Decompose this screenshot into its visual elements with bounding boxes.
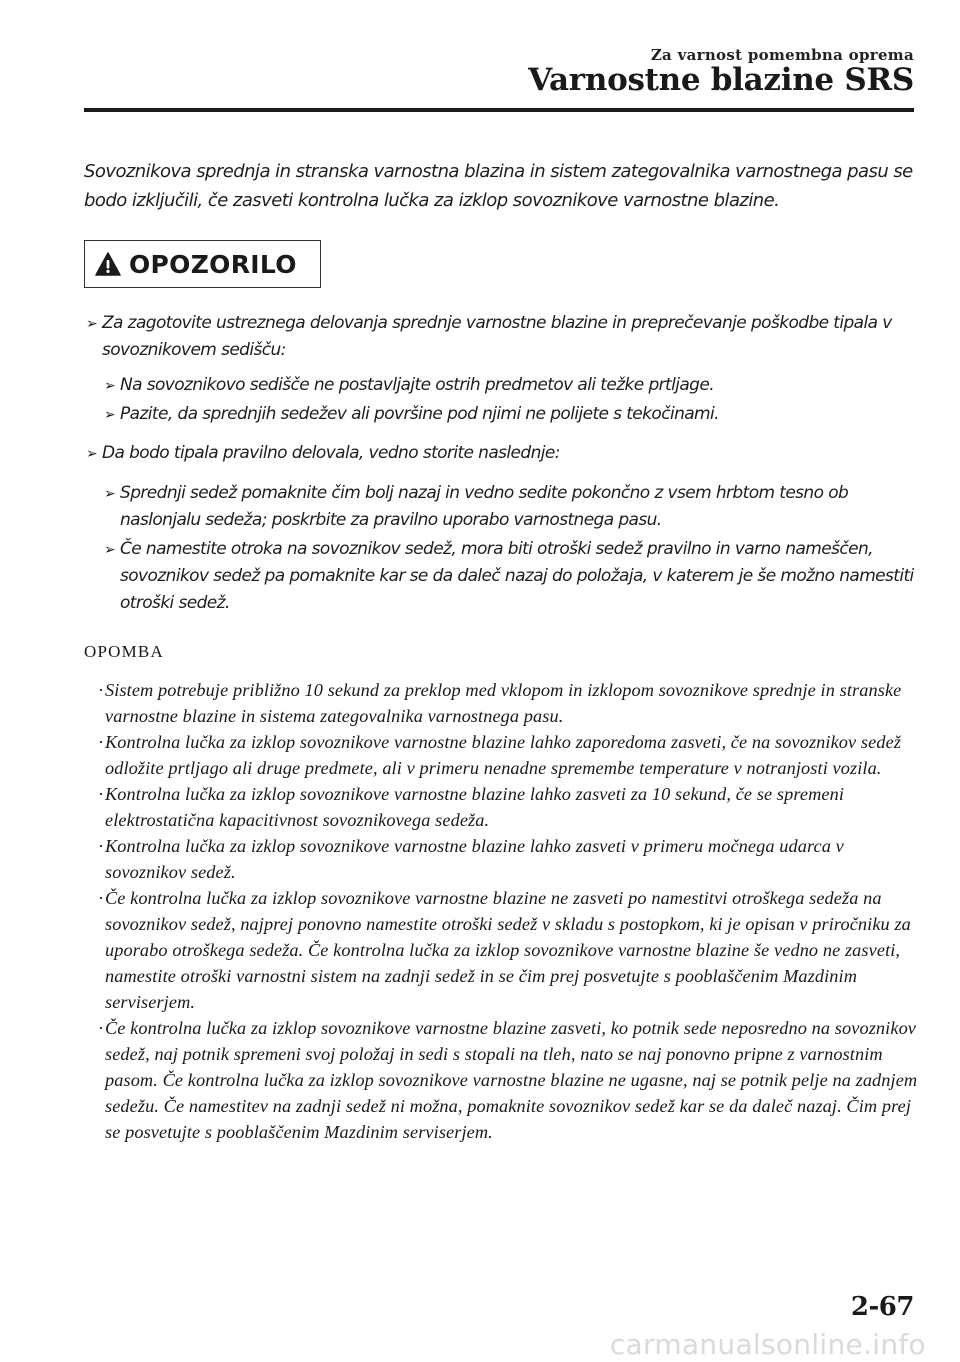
intro-paragraph: Sovoznikova sprednja in stranska varnostna blazina in sistem zategovalnika varnostnega pasu se bodo izključili, če zasveti kontrolna lučka za izklop sovoznikove varnostne blazine. [84, 161, 913, 211]
note-item [84, 1015, 924, 1145]
header-divider [84, 108, 914, 112]
note-item-text: Kontrolna lučka za izklop sovoznikove varnostne blazine lahko zaporedoma zasveti, če na sovoznikov sedež odložite prtljago ali druge predmete, ali v primeru nenadne spremembe temperature v notranjosti vozila. [105, 732, 902, 778]
page-number: 2-67 [850, 1292, 914, 1322]
arrow-bullet-icon: ➢ [86, 316, 98, 332]
note-title: OPOMBA [84, 642, 164, 661]
dot-bullet-icon: · [98, 836, 104, 856]
note-item-text: Kontrolna lučka za izklop sovoznikove varnostne blazine lahko zasveti v primeru močnega udarca v sovoznikov sedež. [105, 836, 844, 882]
dot-bullet-icon: · [98, 888, 104, 908]
note-item [84, 677, 924, 729]
warning-item-text: Da bodo tipala pravilno delovala, vedno storite naslednje: [102, 443, 560, 463]
note-item-text: Če kontrolna lučka za izklop sovoznikove varnostne blazine ne zasveti po namestitvi otroškega sedeža na sovoznikov sedež, najprej ponovno namestite otroški sedež v skladu s postopkom, ki je opisan v priročniku za uporabo otroškega sedeža. Če kontrolna lučka za izklop sovoznikove varnostne blazine še vedno ne zasveti, namestite otroški varnostni sistem na zadnji sedež in se čim prej posvetujte s pooblaščenim Mazdinim serviserjem. [105, 888, 911, 1012]
warning-item [86, 310, 924, 364]
note-item [84, 885, 924, 1015]
section-title: Za varnost pomembna oprema [650, 46, 914, 64]
dot-bullet-icon: · [98, 680, 104, 700]
arrow-bullet-icon: ➢ [104, 378, 116, 394]
note-item-text: Sistem potrebuje približno 10 sekund za preklop med vklopom in izklopom sovoznikove sprednje in stranske varnostne blazine in sistema zategovalnika varnostnega pasu. [105, 680, 902, 726]
note-item [84, 729, 924, 781]
warning-subitem [104, 372, 924, 401]
page-title: Varnostne blazine SRS [528, 62, 914, 98]
arrow-bullet-icon: ➢ [104, 542, 116, 558]
warning-subitem-text: Pazite, da sprednjih sedežev ali površine pod njimi ne polijete s tekočinami. [120, 404, 719, 424]
arrow-bullet-icon: ➢ [104, 486, 116, 502]
warning-title: OPOZORILO [129, 249, 297, 279]
dot-bullet-icon: · [98, 732, 104, 752]
note-list [84, 677, 924, 1145]
warning-subitem-text: Na sovoznikovo sedišče ne postavljajte ostrih predmetov ali težke prtljage. [120, 375, 715, 395]
warning-triangle-icon [95, 252, 121, 276]
note-item-text: Kontrolna lučka za izklop sovoznikove varnostne blazine lahko zasveti za 10 sekund, če se spremeni elektrostatična kapacitivnost sovoznikovega sedeža. [105, 784, 845, 830]
arrow-bullet-icon: ➢ [104, 407, 116, 423]
warning-item-text: Za zagotovite ustreznega delovanja sprednje varnostne blazine in preprečevanje poškodbe tipala v sovoznikovem sedišču: [102, 313, 892, 360]
warning-banner [84, 240, 321, 288]
warning-item [86, 440, 924, 469]
warning-subitem [104, 480, 924, 534]
note-item-text: Če kontrolna lučka za izklop sovoznikove varnostne blazine zasveti, ko potnik sede neposredno na sovoznikov sedež, naj potnik spremeni svoj položaj in sedi s stopali na tleh, nato se naj ponovno pripne z varnostnim pasom. Če kontrolna lučka za izklop sovoznikove varnostne blazine ne ugasne, naj se potnik pelje na zadnjem sedežu. Če namestitev na zadnji sedež ni možna, pomaknite sovoznikov sedež kar se da daleč nazaj. Čim prej se posvetujte s pooblaščenim Mazdinim serviserjem. [105, 1018, 918, 1142]
warning-subitem-text: Sprednji sedež pomaknite čim bolj nazaj in vedno sedite pokončno z vsem hrbtom tesno ob naslonjalu sedeža; poskrbite za pravilno uporabo varnostnega pasu. [120, 483, 849, 530]
note-item [84, 781, 924, 833]
note-item [84, 833, 924, 885]
dot-bullet-icon: · [98, 784, 104, 804]
warning-subitem-text: Če namestite otroka na sovoznikov sedež, mora biti otroški sedež pravilno in varno nameščen, sovoznikov sedež pa pomaknite kar se da daleč nazaj do položaja, v katerem je še možno namestiti otroški sedež. [120, 539, 914, 613]
dot-bullet-icon: · [98, 1018, 104, 1038]
arrow-bullet-icon: ➢ [86, 446, 98, 462]
warning-subitem [104, 401, 924, 430]
watermark: carmanualsonline.info [609, 1328, 926, 1361]
warning-subitem [104, 536, 924, 617]
